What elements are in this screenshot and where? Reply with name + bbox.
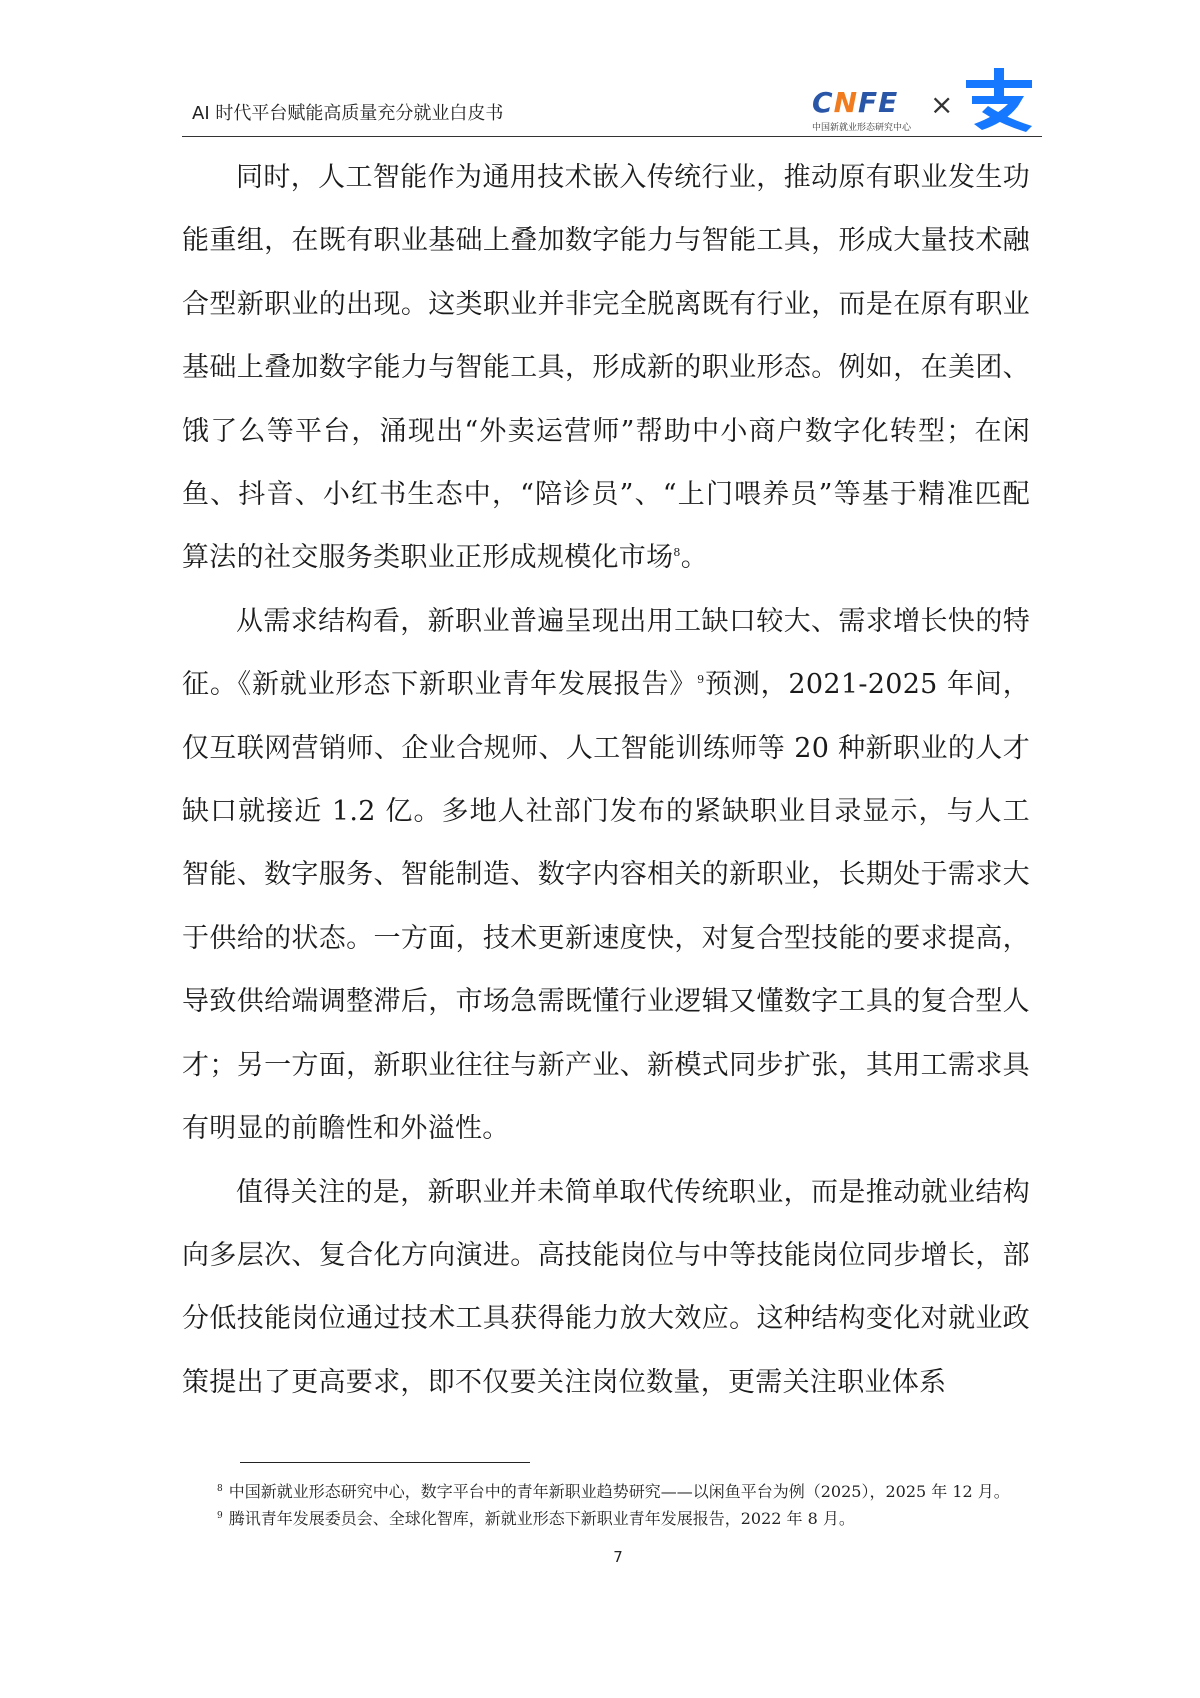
footnote-number: 9 xyxy=(217,1510,223,1521)
footnote-ref-9[interactable]: 9 xyxy=(697,673,705,687)
logo-separator: × xyxy=(930,88,954,121)
cnfe-logo xyxy=(812,86,922,133)
alipay-logo xyxy=(962,66,1036,132)
cnfe-logo-letter-n: N xyxy=(833,86,858,119)
page-number: 7 xyxy=(613,1548,623,1566)
footnote-number: 8 xyxy=(217,1483,223,1494)
paragraph-1-text: 同时，人工智能作为通用技术嵌入传统行业，推动原有职业发生功能重组，在既有职业基础上叠加数字能力与智能工具，形成大量技术融合型新职业的出现。这类职业并非完全脱离既有行业，而是在原有职业基础上叠加数字能力与智能工具，形成新的职业形态。例如，在美团、饿了么等平台，涌现出“外卖运营师”帮助中小商户数字化转型；在闲鱼、抖音、小红书生态中，“陪诊员”、“上门喂养员”等基于精准匹配算法的社交服务类职业正形成规模化市场 xyxy=(182,162,1030,574)
paragraph-1 xyxy=(182,146,1030,590)
paragraph-2-tail: 预测，2021-2025 年间，仅互联网营销师、企业合规师、人工智能训练师等 20 种新职业的人才缺口就接近 1.2 亿。多地人社部门发布的紧缺职业目录显示，与人工智能、数字服务、智能制造、数字内容相关的新职业，长期处于需求大于供给的状态。一方面，技术更新速度快，对复合型技能的要求提高，导致供给端调整滞后，市场急需既懂行业逻辑又懂数字工具的复合型人才；另一方面，新职业往往与新产业、新模式同步扩张，其用工需求具有明显的前瞻性和外溢性。 xyxy=(182,669,1031,1145)
cnfe-logo-subtitle: 中国新就业形态研究中心 xyxy=(812,123,912,133)
paragraph-2-text: 从需求结构看，新职业普遍呈现出用工缺口较大、需求增长快的特征。《新就业形态下新职业青年发展报告》 xyxy=(182,605,1030,701)
header-logos xyxy=(812,62,1042,136)
paragraph-3-text: 值得关注的是，新职业并未简单取代传统职业，而是推动就业结构向多层次、复合化方向演进。高技能岗位与中等技能岗位同步增长，部分低技能岗位通过技术工具获得能力放大效应。这种结构变化对就业政策提出了更高要求，即不仅要关注岗位数量，更需关注职业体系 xyxy=(182,1176,1030,1398)
footnote-9 xyxy=(182,1505,1030,1532)
footnote-text: 中国新就业形态研究中心，数字平台中的青年新职业趋势研究——以闲鱼平台为例（2025），2025 年 12 月。 xyxy=(228,1482,1010,1501)
page-header xyxy=(182,62,1042,142)
paragraph-3 xyxy=(182,1161,1030,1415)
footnote-ref-8[interactable]: 8 xyxy=(673,546,681,560)
paragraph-2 xyxy=(182,590,1030,1161)
footnote-8 xyxy=(182,1478,1030,1505)
header-title: AI 时代平台赋能高质量充分就业白皮书 xyxy=(192,103,504,124)
cnfe-logo-text: CNFE xyxy=(812,86,899,119)
footnote-text: 腾讯青年发展委员会、全球化智库，新就业形态下新职业青年发展报告，2022 年 8 月。 xyxy=(228,1509,855,1528)
cnfe-logo-wordmark xyxy=(812,86,898,119)
header-divider xyxy=(182,136,1042,137)
main-body xyxy=(182,146,1030,1414)
footnote-divider xyxy=(240,1462,530,1463)
alipay-logo-glyph xyxy=(966,68,1032,132)
paragraph-1-tail: 。 xyxy=(680,542,709,574)
footnotes xyxy=(182,1478,1030,1532)
